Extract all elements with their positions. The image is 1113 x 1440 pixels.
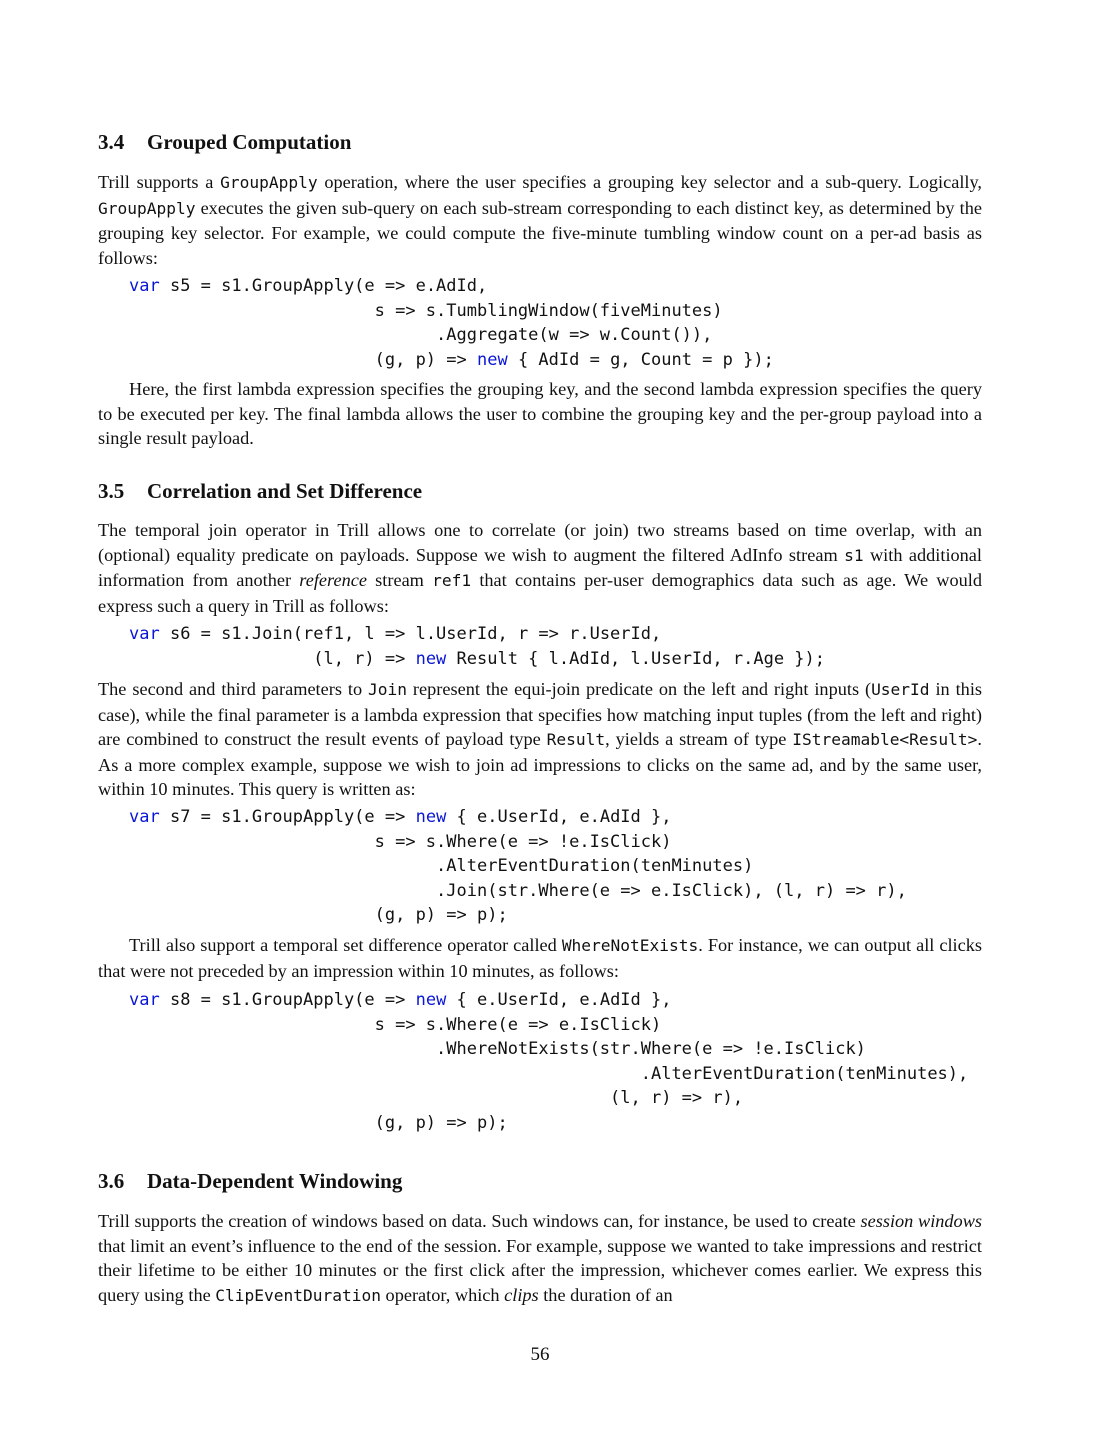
paragraph: Trill also support a temporal set difference operator called WhereNotExists. For instance, we can output all clicks that were not preceded by an impression within 10 minutes, as follows:: [98, 935, 982, 981]
section-number: 3.5: [98, 479, 125, 503]
section-title: Data-Dependent Windowing: [147, 1169, 403, 1193]
section-number: 3.6: [98, 1169, 125, 1193]
section-heading-3-6: [98, 1169, 402, 1193]
paragraph: Here, the first lambda expression specifies the grouping key, and the second lambda expression specifies the query to be executed per key. The final lambda allows the user to combine the grouping key and the per-group payload into a single result payload.: [98, 379, 982, 449]
paragraph: The temporal join operator in Trill allows one to correlate (or join) two streams based on time overlap, with an (optional) equality predicate on payloads. Suppose we wish to augment the filtered AdInfo stream s1 with additional information from another reference stream ref1 that contains per-user demographics data such as age. We would express such a query in Trill as follows:: [98, 520, 983, 616]
paragraph: The second and third parameters to Join represent the equi-join predicate on the left and right inputs (UserId in this case), while the final parameter is a lambda expression that specifies how matching input tuples (from the left and right) are combined to construct the result events of payload type Result, yields a stream of type IStreamable<Result>. As a more complex example, suppose we wish to join ad impressions to clicks on the same ad, and by the same user, within 10 minutes. This query is written as:: [98, 679, 983, 800]
paragraph: Trill supports the creation of windows based on data. Such windows can, for instance, be used to create session windows that limit an event’s influence to the end of the session. For example, suppose we wanted to take impressions and restrict their lifetime to be either 10 minutes or the first click after the impression, whichever comes earlier. We express this query using the ClipEventDuration operator, which clips the duration of an: [98, 1211, 983, 1305]
section-heading-3-5: [98, 479, 422, 503]
code-block-s7: var s7 = s1.GroupApply(e => new { e.UserId, e.AdId }, s => s.Where(e => !e.IsClick) .AlterEventDuration(tenMinutes) .Join(str.Where(e => e.IsClick), (l, r) => r), (g, p) => p);: [129, 807, 907, 926]
paragraph: Trill supports a GroupApply operation, where the user specifies a grouping key selector and a sub-query. Logically, GroupApply executes the given sub-query on each sub-stream corresponding to each distinct key, as determined by the grouping key selector. For example, we could compute the five-minute tumbling window count on a per-ad basis as follows:: [98, 172, 982, 268]
page-number: 56: [530, 1344, 550, 1365]
code-block-s8: var s8 = s1.GroupApply(e => new { e.UserId, e.AdId }, s => s.Where(e => e.IsClick) .WhereNotExists(str.Where(e => !e.IsClick) .AlterEventDuration(tenMinutes), (l, r) => r), (g, p) => p);: [129, 990, 969, 1133]
section-number: 3.4: [98, 130, 125, 154]
section-title: Correlation and Set Difference: [147, 479, 423, 503]
section-title: Grouped Computation: [147, 130, 352, 154]
section-heading-3-4: [98, 130, 351, 154]
code-block-s6: var s6 = s1.Join(ref1, l => l.UserId, r => r.UserId, (l, r) => new Result { l.AdId, l.UserId, r.Age });: [129, 624, 825, 669]
code-block-s5: var s5 = s1.GroupApply(e => e.AdId, s => s.TumblingWindow(fiveMinutes) .Aggregate(w => w.Count()), (g, p) => new { AdId = g, Count = p });: [129, 276, 774, 370]
